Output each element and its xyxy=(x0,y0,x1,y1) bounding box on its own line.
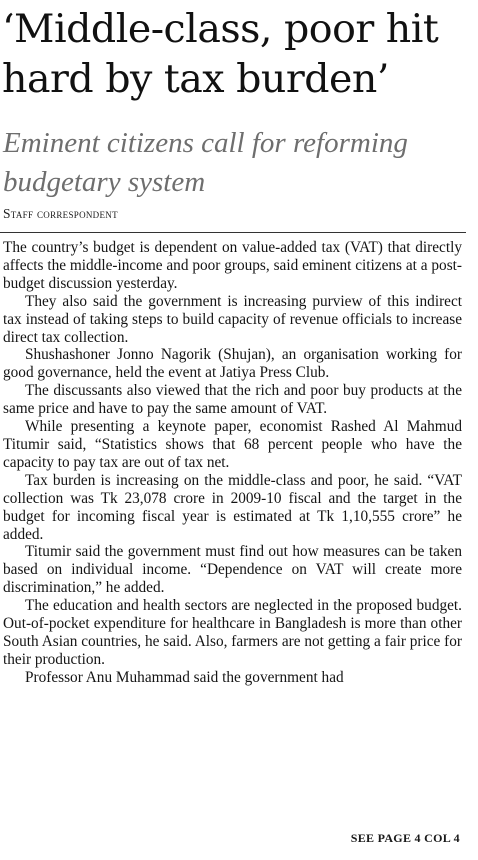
continuation-note: SEE PAGE 4 COL 4 xyxy=(350,831,460,845)
headline: ‘Middle-class, poor hit hard by tax burden’ xyxy=(2,6,439,102)
paragraph: While presenting a keynote paper, economist Rashed Al Mahmud Titumir said, “Statistics shows that 68 percent people who have the capacity to pay tax are out of tax net. xyxy=(3,418,462,471)
paragraph: The discussants also viewed that the rich and poor buy products at the same price and have to pay the same amount of VAT. xyxy=(3,382,462,418)
paragraph: Titumir said the government must find out how measures can be taken based on individual income. “Dependence on VAT will create more discrimination,” he added. xyxy=(3,543,462,597)
paragraph: The country’s budget is dependent on value-added tax (VAT) that directly affects the middle-income and poor groups, said eminent citizens at a post-budget discussion yesterday. xyxy=(3,239,462,292)
byline: Staff correspondent xyxy=(3,206,118,221)
subheadline: Eminent citizens call for reforming budgetary system xyxy=(3,127,408,198)
paragraph: Tax burden is increasing on the middle-class and poor, he said. “VAT collection was Tk 23,078 crore in 2009-10 fiscal and the target in the budget for incoming fiscal year is estimated at Tk 1,10,555 crore” he added. xyxy=(3,471,462,543)
paragraph: The education and health sectors are neglected in the proposed budget. Out-of-pocket expenditure for healthcare in Bangladesh is more than other South Asian countries, he said. Also, farmers are not getting a fair price for their production. xyxy=(3,597,462,668)
article-body xyxy=(3,239,462,687)
paragraph: Professor Anu Muhammad said the government had xyxy=(25,668,344,686)
paragraph: Shushashoner Jonno Nagorik (Shujan), an organisation working for good governance, held the event at Jatiya Press Club. xyxy=(3,346,462,382)
byline-divider xyxy=(0,232,466,233)
paragraph: They also said the government is increasing purview of this indirect tax instead of taking steps to build capacity of revenue officials to increase direct tax collection. xyxy=(3,292,462,346)
